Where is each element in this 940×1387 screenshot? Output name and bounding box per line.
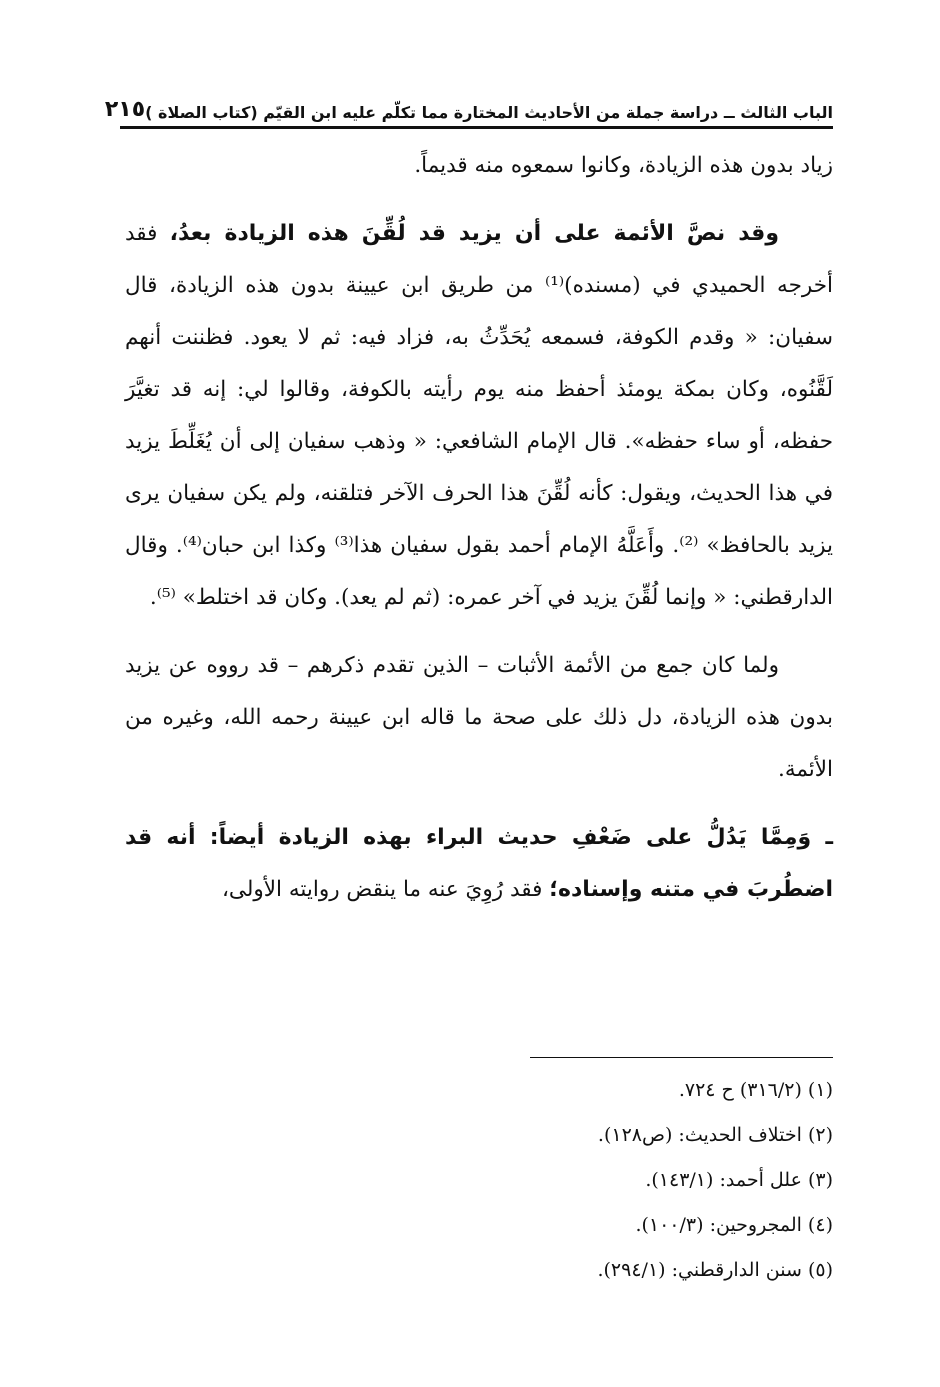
footnote-5: (٥) سنن الدارقطني: (٢٩٤/١). xyxy=(597,1259,833,1281)
footnote-4: (٤) المجروحين: (١٠٠/٣). xyxy=(635,1214,833,1236)
footnote-2: (٢) اختلاف الحديث: (ص١٢٨). xyxy=(597,1124,833,1146)
footnotes xyxy=(300,1068,833,1293)
header-title: الباب الثالث ــ دراسة جملة من الأحاديث المختارة مما تكلّم عليه ابن القيّم (كتاب الصلاة ) xyxy=(145,103,833,122)
paragraph-2-text: فقد أخرجه الحميدي في (مسنده)⁽¹⁾ من طريق ابن عيينة بدون هذه الزيادة، قال سفيان: « وقدم الكوفة، فسمعه يُحَدِّثُ به، فزاد فيه: ثم لا يعود. فظننت أنهم لَقَّنُوه، وكان بمكة يومئذ أحفظ منه يوم رأيته بالكوفة، وقالوا لي: إنه قد تغيَّرَ حفظه، أو ساء حفظه». قال الإمام الشافعي: « وذهب سفيان إلى أن يُغَلِّطَ يزيد في هذا الحديث، ويقول: كأنه لُقِّنَ هذا الحرف الآخر فتلقنه، ولم يكن سفيان يرى يزيد بالحافظ» ⁽²⁾. وأَعَلَّهُ الإمام أحمد بقول سفيان هذا⁽³⁾ وكذا ابن حبان⁽⁴⁾. وقال الدارقطني: « وإنما لُقِّنَ يزيد في آخر عمره: (ثم لم يعد). وكان قد اختلط» ⁽⁵⁾. xyxy=(125,221,833,610)
paragraph-4 xyxy=(125,812,833,916)
paragraph-4-text: فقد رُوِيَ عنه ما ينقض روايته الأولى، xyxy=(221,877,550,902)
footnote-1: (١) (٣١٦/٢) ح ٧٢٤. xyxy=(678,1079,833,1101)
paragraph-4-lead: ـ وَمِمَّا يَدُلُّ على ضَعْفِ حديث البراء بهذه الزيادة أيضاً: أنه قد اضطُربَ في متنه وإسناده؛ xyxy=(125,825,833,902)
footnote-divider xyxy=(530,1057,833,1058)
footnote-3: (٣) علل أحمد: (١٤٣/١). xyxy=(645,1169,833,1191)
paragraph-3: ولما كان جمع من الأئمة الأثبات – الذين تقدم ذكرهم – قد رووه عن يزيد بدون هذه الزيادة، دل ذلك على صحة ما قاله ابن عيينة رحمه الله، وغيره من الأئمة. xyxy=(125,653,833,782)
paragraph-1: زياد بدون هذه الزيادة، وكانوا سمعوه منه قديماً. xyxy=(414,153,833,178)
main-text xyxy=(125,140,833,916)
header-divider xyxy=(120,126,833,129)
paragraph-2 xyxy=(125,208,833,624)
page-number: ٢١٥ xyxy=(104,97,146,122)
paragraph-2-lead: وقد نصَّ الأئمة على أن يزيد قد لُقِّنَ هذه الزيادة بعدُ، xyxy=(169,221,779,246)
running-header xyxy=(104,88,833,122)
